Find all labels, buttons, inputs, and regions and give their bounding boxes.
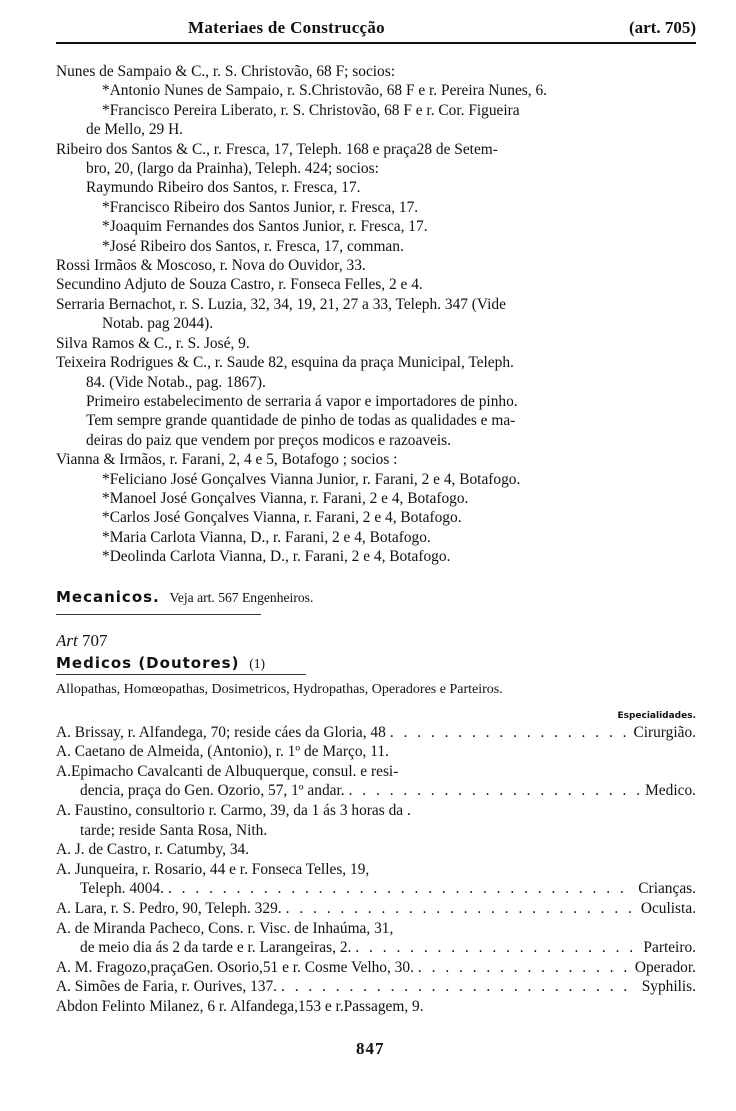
- especialidades-label: Especialidades.: [617, 710, 696, 721]
- table-row: [56, 742, 696, 762]
- header-title: Materiaes de Construcção: [188, 18, 385, 37]
- entries-list: [56, 62, 696, 567]
- table-row: [56, 840, 696, 860]
- list-item: Raymundo Ribeiro dos Santos, r. Fresca, 17.: [86, 179, 361, 197]
- medicos-heading-row: [56, 653, 696, 674]
- specialty: Operador.: [634, 958, 696, 976]
- list-item: *Antonio Nunes de Sampaio, r. S.Christovão, 68 F e r. Pereira Nunes, 6.: [102, 82, 547, 100]
- list-item: *Feliciano José Gonçalves Vianna Junior, r. Farani, 2 e 4, Botafogo.: [102, 470, 521, 488]
- table-row: [56, 977, 696, 997]
- mecanicos-heading: Mecanicos.: [56, 587, 160, 606]
- specialty: Medico.: [645, 782, 696, 800]
- table-row: [56, 997, 696, 1017]
- doctor-entry-text: A. M. Fragozo,praçaGen. Osorio,51 e r. Cosme Velho, 30.: [56, 958, 414, 976]
- doctor-entry-text: A.Epimacho Cavalcanti de Albuquerque, consul. e resi-: [56, 762, 399, 780]
- table-row: [56, 938, 696, 958]
- doctor-entry-text: A. Junqueira, r. Rosario, 44 e r. Fonseca Telles, 19,: [56, 860, 370, 878]
- leader-dots: [414, 958, 629, 978]
- list-item: Vianna & Irmãos, r. Farani, 2, 4 e 5, Botafogo ; socios :: [56, 451, 398, 469]
- table-row: [56, 958, 696, 978]
- doctor-entry-text: dencia, praça do Gen. Ozorio, 57, 1º andar.: [80, 782, 345, 800]
- header-article-ref: (art. 705): [628, 18, 696, 37]
- doctor-entry-text: Teleph. 4004.: [80, 880, 164, 898]
- table-row: [56, 821, 696, 841]
- leader-dots: [351, 938, 637, 958]
- medicos-footnote-mark: (1): [249, 655, 266, 671]
- doctor-entry-text: A. Simões de Faria, r. Ourives, 137.: [56, 978, 277, 996]
- specialty: Crianças.: [638, 880, 696, 898]
- leader-dots: [164, 879, 632, 899]
- list-item: 84. (Vide Notab., pag. 1867).: [86, 373, 266, 391]
- directory-page: [56, 14, 696, 1099]
- running-header: [56, 14, 696, 40]
- table-row: [56, 781, 696, 801]
- list-item: de Mello, 29 H.: [86, 121, 184, 139]
- specialty: Syphilis.: [641, 978, 696, 996]
- table-row: [56, 762, 696, 782]
- list-item: Serraria Bernachot, r. S. Luzia, 32, 34, 19, 21, 27 a 33, Teleph. 347 (Vide: [56, 295, 506, 313]
- list-item: *Maria Carlota Vianna, D., r. Farani, 2 e 4, Botafogo.: [102, 528, 431, 546]
- doctor-entry-text: A. J. de Castro, r. Catumby, 34.: [56, 841, 250, 859]
- leader-dots: [282, 899, 635, 919]
- list-item: *Francisco Pereira Liberato, r. S. Christovão, 68 F e r. Cor. Figueira: [102, 101, 520, 119]
- list-item: Teixeira Rodrigues & C., r. Saude 82, esquina da praça Municipal, Teleph.: [56, 354, 514, 372]
- header-rule: [56, 42, 696, 44]
- table-row: [56, 801, 696, 821]
- leader-dots: [345, 781, 640, 801]
- list-item: Secundino Adjuto de Souza Castro, r. Fonseca Felles, 2 e 4.: [56, 276, 423, 294]
- list-item: deiras do paiz que vendem por preços modicos e razoaveis.: [86, 431, 451, 449]
- mecanicos-section: [56, 587, 696, 608]
- table-row: [56, 723, 696, 743]
- list-item: Notab. pag 2044).: [102, 315, 214, 333]
- specialty: Cirurgião.: [633, 723, 696, 741]
- list-item: Tem sempre grande quantidade de pinho de todas as qualidades e ma-: [86, 412, 516, 430]
- list-item: Silva Ramos & C., r. S. José, 9.: [56, 334, 250, 352]
- list-item: *Deolinda Carlota Vianna, D., r. Farani, 2 e 4, Botafogo.: [102, 548, 451, 566]
- table-row: [56, 919, 696, 939]
- medicos-heading: Medicos (Doutores): [56, 653, 240, 672]
- leader-dots: [277, 977, 636, 997]
- doctor-entry-text: A. Faustino, consultorio r. Carmo, 39, da 1 ás 3 horas da .: [56, 801, 411, 819]
- page-number: 847: [356, 1039, 385, 1058]
- list-item: Ribeiro dos Santos & C., r. Fresca, 17, Teleph. 168 e praça28 de Setem-: [56, 140, 498, 158]
- list-item: Rossi Irmãos & Moscoso, r. Nova do Ouvidor, 33.: [56, 257, 366, 275]
- doctor-entry-text: A. Brissay, r. Alfandega, 70; reside cáes da Gloria, 48: [56, 723, 386, 741]
- list-item: Nunes de Sampaio & C., r. S. Christovão, 68 F; socios:: [56, 63, 396, 80]
- heading-underline: [56, 674, 306, 675]
- doctor-entry-text: A. de Miranda Pacheco, Cons. r. Visc. de Inhaúma, 31,: [56, 919, 394, 937]
- list-item: *Manoel José Gonçalves Vianna, r. Farani, 2 e 4, Botafogo.: [102, 489, 469, 507]
- specialty: Oculista.: [640, 899, 696, 917]
- table-row: [56, 879, 696, 899]
- medicos-subtitle: Allopathas, Homœopathas, Dosimetricos, Hydropathas, Operadores e Parteiros.: [56, 681, 503, 697]
- table-row: [56, 860, 696, 880]
- medicos-list: [56, 723, 696, 1017]
- list-item: *Carlos José Gonçalves Vianna, r. Farani, 2 e 4, Botafogo.: [102, 509, 462, 527]
- leader-dots: [386, 723, 628, 743]
- article-number: 707: [81, 630, 108, 650]
- article-label: [56, 631, 696, 651]
- specialty: Parteiro.: [643, 939, 696, 957]
- doctor-entry-text: A. Lara, r. S. Pedro, 90, Teleph. 329.: [56, 899, 282, 917]
- doctor-entry-text: A. Caetano de Almeida, (Antonio), r. 1º de Março, 11.: [56, 743, 389, 761]
- doctor-entry-text: tarde; reside Santa Rosa, Nith.: [80, 821, 268, 839]
- doctor-entry-text: de meio dia ás 2 da tarde e r. Larangeiras, 2.: [80, 939, 352, 957]
- article-word: Art: [56, 630, 78, 650]
- list-item: *Joaquim Fernandes dos Santos Junior, r. Fresca, 17.: [102, 218, 428, 236]
- doctor-entry-text: Abdon Felinto Milanez, 6 r. Alfandega,153 e r.Passagem, 9.: [56, 997, 424, 1015]
- list-item: Primeiro estabelecimento de serraria á vapor e importadores de pinho.: [86, 392, 518, 410]
- table-row: [56, 899, 696, 919]
- section-divider: [56, 614, 261, 615]
- list-item: bro, 20, (largo da Prainha), Teleph. 424; socios:: [86, 160, 379, 178]
- mecanicos-reference: Veja art. 567 Engenheiros.: [169, 589, 314, 605]
- list-item: *Francisco Ribeiro dos Santos Junior, r. Fresca, 17.: [102, 198, 419, 216]
- list-item: *José Ribeiro dos Santos, r. Fresca, 17, comman.: [102, 237, 404, 255]
